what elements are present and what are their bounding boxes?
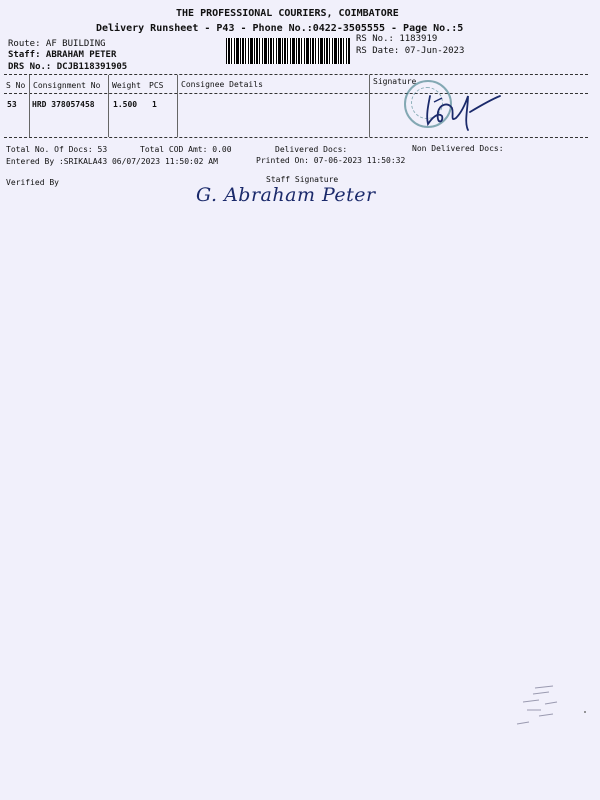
- column-header-signature: Signature: [373, 77, 417, 86]
- column-header-consignment: Consignment No: [33, 81, 101, 90]
- receiver-signature: [408, 82, 508, 138]
- staff-signature: G. Abraham Peter: [196, 184, 376, 206]
- column-divider: [108, 75, 109, 137]
- drs-number: DRS No.: DCJB118391905: [8, 62, 128, 72]
- rs-date: RS Date: 07-Jun-2023: [356, 46, 465, 56]
- non-delivered-docs: Non Delivered Docs:: [412, 144, 504, 153]
- total-cod-amount: Total COD Amt: 0.00: [140, 145, 232, 154]
- column-divider: [29, 75, 30, 137]
- cell-sno: 53: [7, 100, 17, 109]
- column-header-weight: Weight: [112, 81, 141, 90]
- total-docs: Total No. Of Docs: 53: [6, 145, 108, 154]
- column-divider: [177, 75, 178, 137]
- delivered-docs: Delivered Docs:: [275, 145, 348, 154]
- cell-weight: 1.500: [113, 100, 138, 109]
- column-divider: [369, 75, 370, 137]
- cell-consignment: HRD 378057458: [32, 100, 95, 109]
- staff-signature-label: Staff Signature: [266, 175, 339, 184]
- table-top-rule: [4, 74, 588, 75]
- column-header-consignee: Consignee Details: [181, 80, 263, 89]
- route-label: Route: AF BUILDING: [8, 39, 106, 49]
- rs-number: RS No.: 1183919: [356, 34, 438, 44]
- runsheet-title: Delivery Runsheet - P43 - Phone No.:0422-3505555 - Page No.:5: [96, 23, 464, 34]
- barcode: [226, 38, 350, 64]
- entered-by: Entered By :SRIKALA43 06/07/2023 11:50:02 AM: [6, 157, 218, 166]
- column-header-sno: S No: [6, 81, 26, 90]
- printed-on: Printed On: 07-06-2023 11:50:32: [256, 156, 406, 165]
- company-title: THE PROFESSIONAL COURIERS, COIMBATORE: [176, 8, 399, 19]
- column-header-pcs: PCS: [149, 81, 164, 90]
- verified-by-label: Verified By: [6, 178, 59, 187]
- cell-pcs: 1: [152, 100, 157, 109]
- scan-artifacts: [505, 680, 595, 750]
- staff-label: Staff: ABRAHAM PETER: [8, 50, 117, 60]
